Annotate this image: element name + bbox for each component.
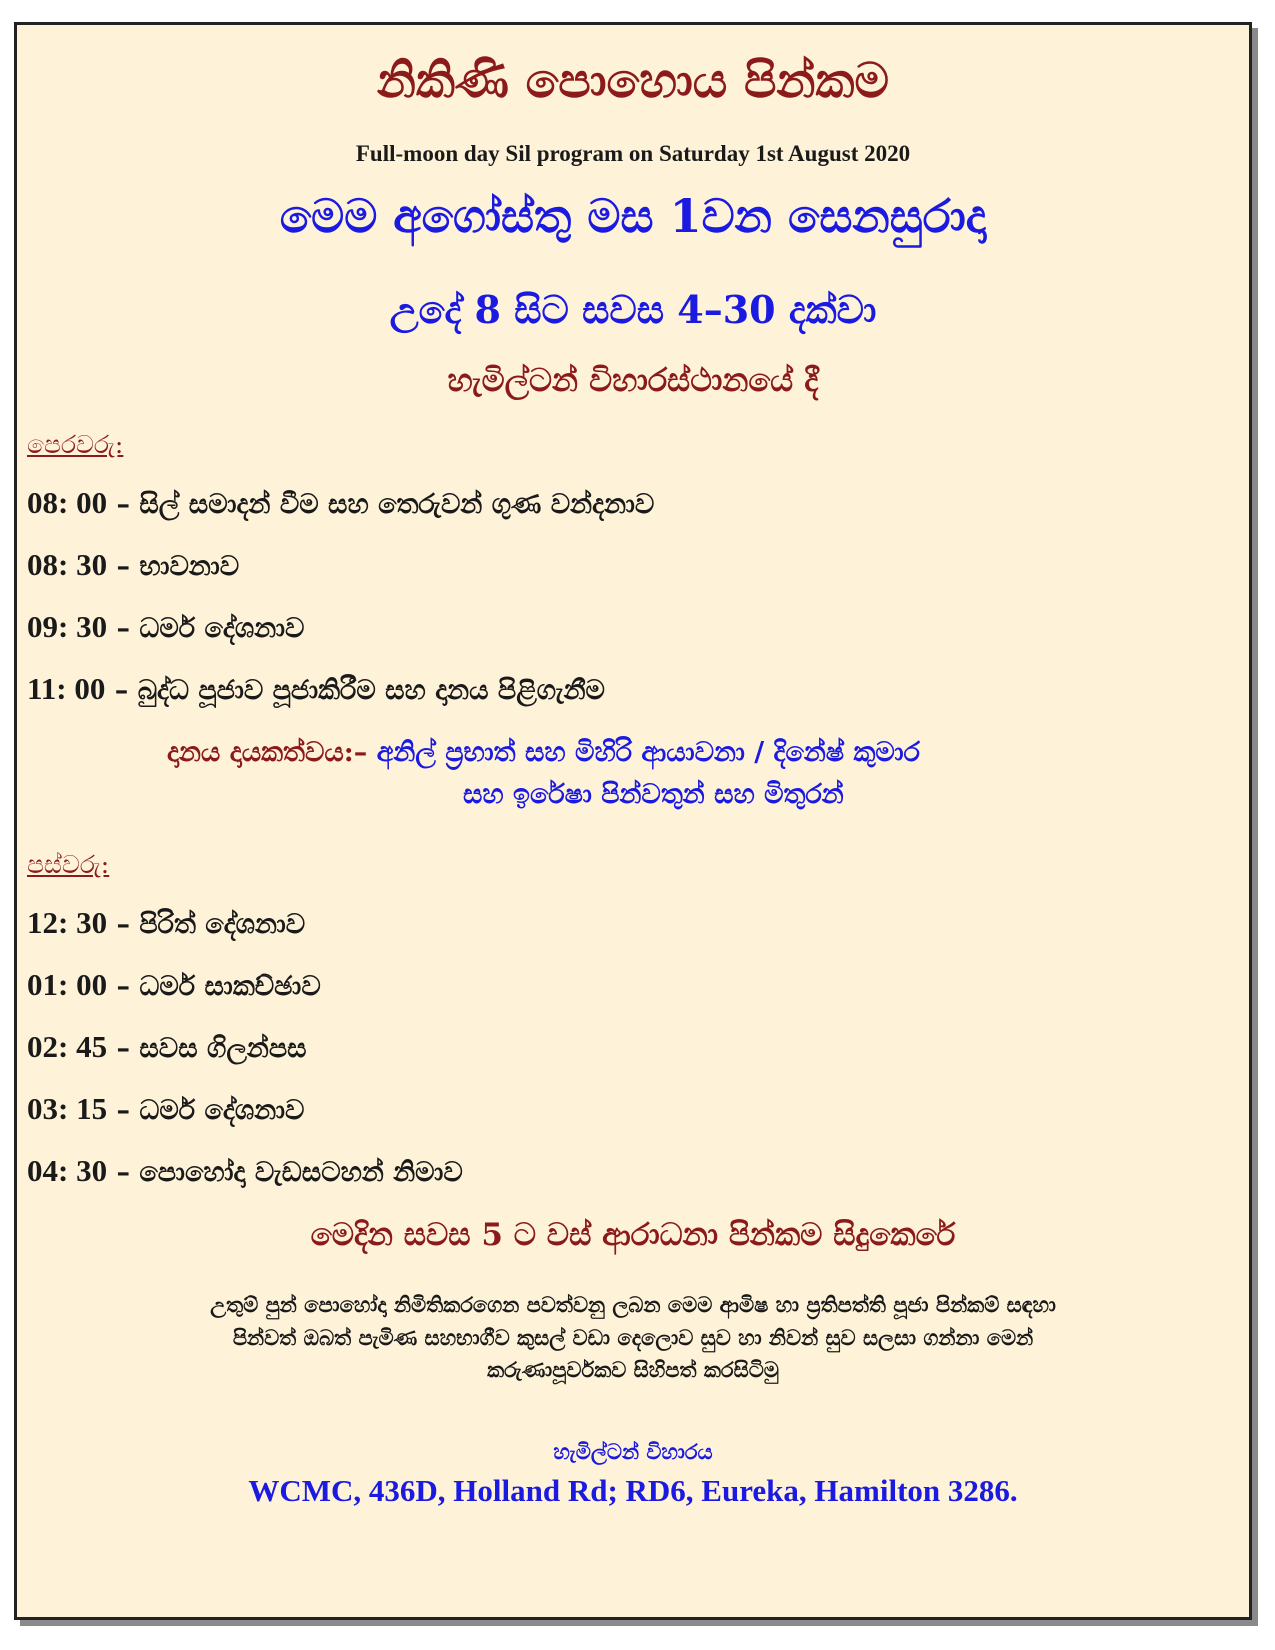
schedule-time: 08: 30: [27, 547, 108, 582]
schedule-time: 02: 45: [27, 1029, 108, 1064]
schedule-activity: බුද්ධ පූජාව පූජාකිරීම සහ දානය පිළිගැනීම: [137, 675, 605, 706]
schedule-separator: –: [116, 971, 130, 1002]
blessing-line: කරුණාපූර්වකව සිහිපත් කරසිටිමු: [487, 1357, 779, 1383]
schedule-activity: පොහෝදා වැඩසටහන් නිමාව: [139, 1157, 463, 1188]
blessing-line: පින්වත් ඔබත් පැමිණ සහභාගීව කුසල් වඩා දෙලොව සුව හා නිවන් සුව සලසා ගන්නා මෙන්: [232, 1324, 1034, 1350]
schedule-activity: සවස ගිලන්පස: [139, 1033, 307, 1064]
schedule-activity: සිල් සමාදන් වීම සහ තෙරුවන් ගුණ වන්දනාව: [139, 489, 655, 520]
schedule-time: 01: 00: [27, 967, 108, 1002]
schedule-time: 03: 15: [27, 1091, 108, 1126]
schedule-item: [27, 609, 304, 645]
afternoon-heading: පස්වරු:: [27, 850, 110, 879]
schedule-activity: ධර්ම දේශනාව: [139, 613, 305, 644]
time-line: උදේ 8 සිට සවස 4–30 දක්වා: [389, 287, 877, 332]
schedule-separator: –: [116, 909, 130, 940]
organization-name: හැමිල්ටන් විහාරය: [553, 1439, 713, 1464]
schedule-separator: –: [116, 1157, 130, 1188]
address: WCMC, 436D, Holland Rd; RD6, Eureka, Hamilton 3286.: [248, 1473, 1018, 1508]
vas-invitation-line: මෙදින සවස 5 ට වස් ආරාධනා පින්කම සිදුකෙරේ: [310, 1217, 956, 1253]
schedule-activity: ධර්ම දේශනාව: [139, 1095, 305, 1126]
donor-block: [167, 737, 1227, 811]
english-subtitle: Full-moon day Sil program on Saturday 1st August 2020: [355, 141, 911, 166]
schedule-separator: –: [116, 489, 130, 520]
schedule-separator: –: [116, 613, 130, 644]
schedule-item: [27, 547, 239, 583]
venue-line: හැමිල්ටන් විහාරස්ථානයේ දී: [447, 361, 819, 399]
schedule-separator: –: [116, 1095, 130, 1126]
blessing-paragraph: [37, 1289, 1229, 1387]
schedule-time: 11: 00: [27, 671, 106, 706]
page-title: නිකිණි පොහොය පින්කම: [377, 53, 889, 109]
schedule-item: [27, 967, 321, 1003]
schedule-item: [27, 1029, 307, 1065]
schedule-separator: –: [114, 675, 129, 706]
schedule-time: 04: 30: [27, 1153, 108, 1188]
schedule-activity: ධර්ම සාකච්ඡාව: [139, 971, 321, 1002]
flyer: [14, 22, 1252, 1620]
date-line: මෙම අගෝස්තු මස 1වන සෙනසුරාදා: [279, 189, 987, 243]
donor-names: අනිල් ප්‍රභාත් සහ මිහිරි ආයාවනා / දිනේෂ් කුමාර: [376, 737, 920, 768]
schedule-time: 08: 00: [27, 485, 108, 520]
schedule-item: [27, 485, 654, 521]
schedule-time: 12: 30: [27, 905, 108, 940]
morning-heading: පෙරවරු:: [27, 430, 124, 459]
schedule-item: [27, 1153, 463, 1189]
schedule-activity: භාවනාව: [139, 551, 240, 582]
schedule-separator: –: [116, 1033, 130, 1064]
schedule-activity: පිරිත් දේශනාව: [139, 909, 306, 940]
donor-names-continued: සහ ඉරේෂා පින්වතුන් සහ මිතුරන්: [463, 779, 844, 810]
blessing-line: උතුම් පුන් පොහෝදා නිමිතිකරගෙන පවත්වනු ලබන මෙම ආමිෂ හා ප්‍රතිපත්ති පූජා පින්කම් සඳහා: [210, 1292, 1056, 1317]
schedule-item: [27, 671, 605, 707]
schedule-separator: –: [116, 551, 130, 582]
schedule-item: [27, 1091, 304, 1127]
schedule-item: [27, 905, 305, 941]
donor-label: දානය දායකත්වය:–: [167, 737, 368, 768]
schedule-time: 09: 30: [27, 609, 108, 644]
